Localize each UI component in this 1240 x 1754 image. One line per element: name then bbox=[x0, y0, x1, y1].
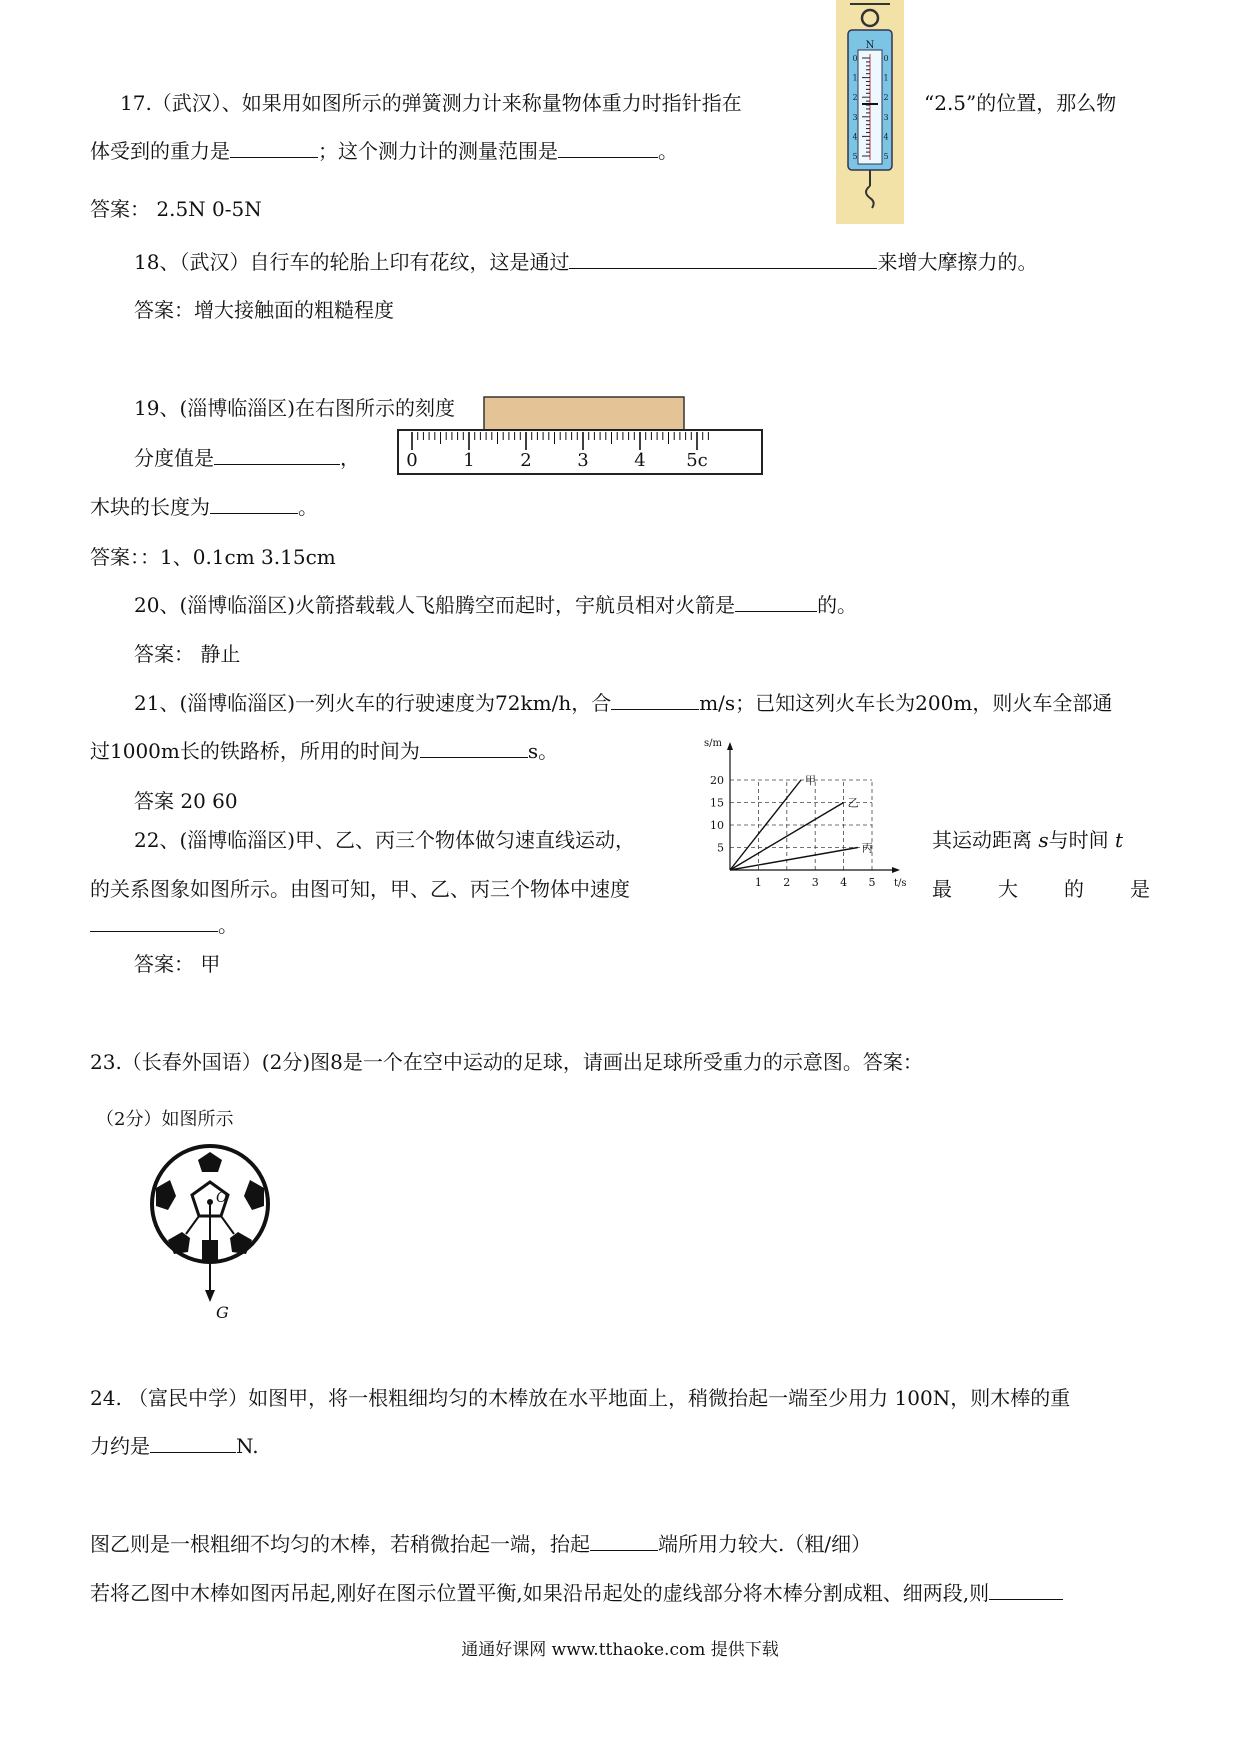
q17-answer: 答案： 2.5N 0-5N bbox=[90, 197, 262, 221]
q22-line1: 22、(淄博临淄区)甲、乙、丙三个物体做匀速直线运动， bbox=[134, 828, 636, 852]
ruler-tick-label: 2 bbox=[520, 450, 532, 471]
q19-text: 分度值是 bbox=[134, 446, 214, 470]
q21-blank-2[interactable] bbox=[420, 737, 528, 758]
q22-line3 bbox=[90, 911, 238, 939]
center-label-o: O bbox=[216, 1190, 228, 1206]
ruler-tick-label: 1 bbox=[463, 450, 475, 471]
q18-answer: 答案：增大接触面的粗糙程度 bbox=[134, 298, 394, 322]
q19-blank-2[interactable] bbox=[210, 493, 298, 514]
q22-text: 其运动距离 bbox=[932, 828, 1032, 852]
q22-line2-tail bbox=[932, 875, 1150, 903]
y-axis-label: s/m bbox=[704, 738, 722, 749]
q21-line2 bbox=[90, 737, 558, 765]
ruler-tick-label: 0 bbox=[406, 450, 418, 471]
scale-tick-label: 2 bbox=[852, 93, 858, 103]
q24-blank-1[interactable] bbox=[150, 1432, 236, 1453]
q23-line1: 23.（长春外国语）(2分)图8是一个在空中运动的足球，请画出足球所受重力的示意图。答案： bbox=[90, 1050, 923, 1074]
x-tick-label: 4 bbox=[840, 876, 848, 888]
scale-tick-label: 1 bbox=[852, 73, 858, 83]
x-axis-label: t/s bbox=[894, 878, 907, 888]
q18-text: 18、（武汉）自行车的轮胎上印有花纹，这是通过 bbox=[134, 250, 570, 274]
q17-line1 bbox=[120, 89, 742, 117]
q22-symbol-s: s bbox=[1038, 828, 1049, 852]
q22-text: 的 bbox=[1064, 877, 1084, 901]
q24-line2 bbox=[90, 1432, 259, 1460]
spring-scale-figure bbox=[836, 0, 904, 224]
q17-text: “2.5”的位置，那么物 bbox=[924, 91, 1117, 115]
x-tick-label: 5 bbox=[868, 876, 876, 888]
q22-text: 。 bbox=[218, 913, 238, 937]
q24-text: 若将乙图中木棒如图丙吊起,刚好在图示位置平衡,如果沿吊起处的虚线部分将木棒分割成粗、细两段,则 bbox=[90, 1581, 990, 1605]
q21-blank-1[interactable] bbox=[611, 689, 699, 710]
q21-text: 21、(淄博临淄区)一列火车的行驶速度为72km/h，合 bbox=[134, 691, 612, 715]
ruler-tick-label: 4 bbox=[634, 450, 646, 471]
q19-text: 。 bbox=[298, 495, 318, 519]
gravity-label-g: G bbox=[216, 1303, 229, 1320]
q22-text: 是 bbox=[1130, 877, 1150, 901]
q22-line2: 的关系图象如图所示。由图可知，甲、乙、丙三个物体中速度 bbox=[90, 877, 630, 901]
scale-unit-label: N bbox=[865, 40, 875, 51]
x-tick-label: 3 bbox=[811, 876, 819, 888]
q22-blank[interactable] bbox=[90, 911, 218, 932]
q17-text: 体受到的重力是 bbox=[90, 139, 230, 163]
q17-text: ；这个测力计的测量范围是 bbox=[318, 139, 558, 163]
scale-tick-label: 4 bbox=[852, 132, 858, 142]
q21-answer: 答案 20 60 bbox=[134, 789, 238, 813]
ruler-tick-label: 5c bbox=[686, 450, 708, 471]
q20-blank[interactable] bbox=[735, 591, 817, 612]
series-label: 乙 bbox=[847, 796, 859, 810]
q24-blank-3[interactable] bbox=[989, 1579, 1063, 1600]
q21-text: s。 bbox=[527, 739, 559, 763]
q24-line1: 24. （富民中学）如图甲，将一根粗细均匀的木棒放在水平地面上，稍微抬起一端至少用力 100N，则木棒的重 bbox=[90, 1386, 1071, 1410]
q24-blank-2[interactable] bbox=[590, 1530, 658, 1551]
q19-text: ， bbox=[340, 446, 360, 470]
q17-line1-tail bbox=[924, 89, 1116, 117]
q24-line4 bbox=[90, 1579, 1063, 1607]
q17-text: 。 bbox=[658, 139, 678, 163]
y-tick-label: 15 bbox=[710, 796, 724, 810]
q18-line1 bbox=[134, 248, 1037, 276]
q17-text: 17.（武汉）、如果用如图所示的弹簧测力计来称量物体重力时指针指在 bbox=[120, 91, 742, 115]
page-footer: 通通好课网 www.tthaoke.com 提供下载 bbox=[461, 1640, 779, 1660]
q19-line1: 19、(淄博临淄区)在右图所示的刻度 bbox=[134, 396, 456, 420]
q20-line1 bbox=[134, 591, 857, 619]
q21-text: 过1000m长的铁路桥，所用的时间为 bbox=[90, 739, 420, 763]
q24-text: 图乙则是一根粗细不均匀的木棒，若稍微抬起一端，抬起 bbox=[90, 1532, 590, 1556]
q24-line3 bbox=[90, 1530, 871, 1558]
q24-text: N. bbox=[236, 1434, 259, 1458]
q17-line2 bbox=[90, 137, 678, 165]
q22-line1-tail bbox=[932, 826, 1123, 854]
q21-line1 bbox=[134, 689, 1112, 717]
scale-tick-label: 5 bbox=[852, 152, 858, 161]
q22-text: 与时间 bbox=[1048, 828, 1109, 852]
q19-answer: 答案：：1、0.1cm 3.15cm bbox=[90, 545, 336, 569]
q22-text: 大 bbox=[998, 877, 1018, 901]
q19-blank-1[interactable] bbox=[214, 444, 340, 465]
q17-blank-2[interactable] bbox=[558, 137, 658, 158]
s-t-graph bbox=[694, 736, 916, 888]
scale-tick-label: 1 bbox=[883, 73, 889, 83]
scale-tick-label: 3 bbox=[852, 112, 858, 122]
series-label: 丙 bbox=[861, 841, 873, 855]
q17-blank-1[interactable] bbox=[230, 137, 318, 158]
q22-answer: 答案： 甲 bbox=[134, 952, 221, 976]
q20-answer: 答案： 静止 bbox=[134, 642, 241, 666]
q21-text: m/s；已知这列火车长为200m，则火车全部通 bbox=[699, 691, 1113, 715]
y-tick-label: 5 bbox=[717, 841, 724, 855]
x-tick-label: 1 bbox=[754, 876, 762, 888]
football-figure bbox=[146, 1140, 276, 1320]
y-tick-label: 20 bbox=[710, 774, 724, 787]
q23-answer: （2分）如图所示 bbox=[96, 1109, 234, 1130]
scale-tick-label: 0 bbox=[883, 54, 889, 63]
q20-text: 的。 bbox=[817, 593, 858, 617]
q20-text: 20、(淄博临淄区)火箭搭载载人飞船腾空而起时，宇航员相对火箭是 bbox=[134, 593, 736, 617]
q18-text: 来增大摩擦力的。 bbox=[877, 250, 1038, 274]
scale-tick-label: 5 bbox=[883, 152, 889, 161]
wooden-block bbox=[484, 397, 684, 430]
q19-line2 bbox=[134, 444, 360, 472]
ruler-tick-label: 3 bbox=[577, 450, 589, 471]
q24-text: 端所用力较大.（粗/细） bbox=[658, 1532, 872, 1556]
q19-line3 bbox=[90, 493, 318, 521]
q22-text: 最 bbox=[932, 877, 952, 901]
x-tick-label: 2 bbox=[783, 876, 791, 888]
q24-text: 力约是 bbox=[90, 1434, 150, 1458]
y-tick-label: 10 bbox=[710, 819, 724, 832]
q18-blank[interactable] bbox=[569, 248, 877, 269]
scale-tick-label: 2 bbox=[883, 93, 889, 103]
ruler-figure bbox=[394, 394, 766, 478]
scale-tick-label: 3 bbox=[883, 112, 889, 122]
scale-tick-label: 0 bbox=[852, 54, 858, 63]
series-label: 甲 bbox=[805, 774, 816, 787]
scale-tick-label: 4 bbox=[883, 132, 889, 142]
q22-symbol-t: t bbox=[1114, 828, 1124, 852]
q19-text: 木块的长度为 bbox=[90, 495, 210, 519]
